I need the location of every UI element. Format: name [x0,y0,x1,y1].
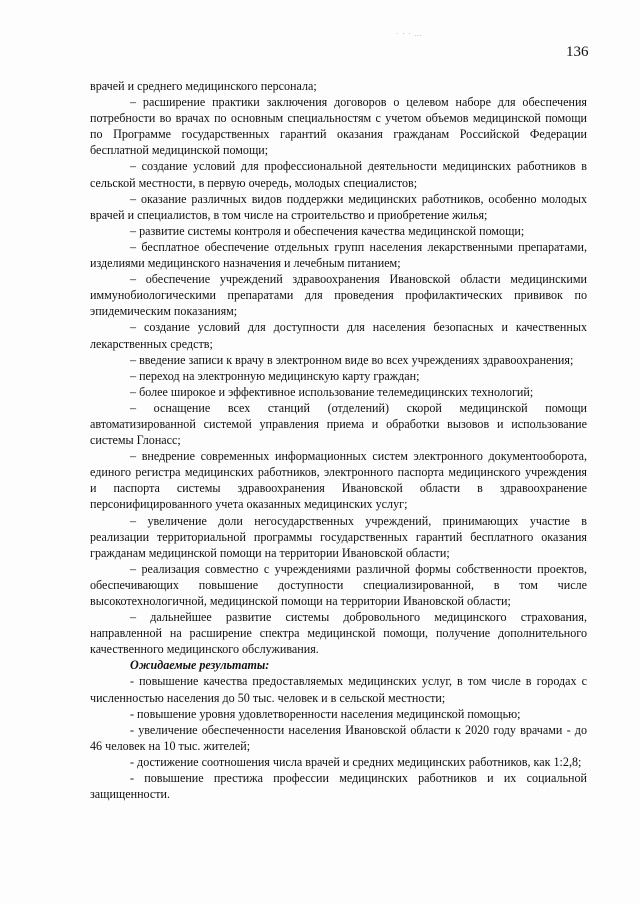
result-item: - увеличение обеспеченности населения Ивановской области к 2020 году врачами - до 46 человек на 10 тыс. жителей; [90,722,587,753]
paragraph: врачей и среднего медицинского персонала; [90,79,317,93]
paragraph: – бесплатное обеспечение отдельных групп населения лекарственными препаратами, изделиями медицинского назначения и лечебным питанием; [90,239,587,271]
result-item: - достижение соотношения числа врачей и средних медицинских работников, как 1:2,8; [130,754,582,769]
page-number: 136 [566,44,589,60]
paragraph: – внедрение современных информационных систем электронного документооборота, единого регистра медицинских работников, электронного паспорта медицинского учреждения и паспорта системы здравоохранения Ивановской области в здравоохранение персонифицированного учета оказанных медицинских услуг; [90,449,587,512]
document-body [90,78,587,802]
paragraph: – более широкое и эффективное использование телемедицинских технологий; [130,384,534,399]
result-item: - повышение качества предоставляемых медицинских услуг, в том числе в городах с численностью населения до 50 тыс. человек и в сельской местности; [90,674,587,705]
result-item: - повышение уровня удовлетворенности населения медицинской помощью; [130,706,521,721]
paragraph: – реализация совместно с учреждениями различной формы собственности проектов, обеспечивающих повышение доступности специализированной, в том числе высокотехнологичной, медицинской помощи на территории Ивановской области; [90,561,587,608]
paragraph: – обеспечение учреждений здравоохранения Ивановской области медицинскими иммунобиологическими препаратами для проведения профилактических прививок по эпидемическим показаниям; [90,272,587,319]
paragraph: – переход на электронную медицинскую карту граждан; [130,368,420,383]
paragraph: – оказание различных видов поддержки медицинских работников, особенно молодых врачей и специалистов, в том числе на строительство и приобретение жилья; [90,191,587,222]
paragraph: – введение записи к врачу в электронном виде во всех учреждениях здравоохранения; [130,352,574,367]
result-item: - повышение престижа профессии медицинских работников и их социальной защищенности. [90,771,587,802]
paragraph: – развитие системы контроля и обеспечения качества медицинской помощи; [130,223,525,238]
paragraph: – расширение практики заключения договоров о целевом наборе для обеспечения потребности во врачах по основным специальностям с учетом объемов медицинской помощи по Программе государственных гарантий оказания гражданам Российской Федерации бесплатной медицинской помощи; [90,95,587,158]
results-heading: Ожидаемые результаты: [130,658,270,673]
paragraph: – увеличение доли негосударственных учреждений, принимающих участие в реализации территориальной программы государственных гарантий бесплатного оказания гражданам медицинской помощи на территории Ивановской области; [90,513,587,560]
paragraph: – оснащение всех станций (отделений) скорой медицинской помощи автоматизированной системой управления приема и обработки вызовов и использование системы Глонасс; [90,400,587,448]
paragraph: – дальнейшее развитие системы добровольного медицинского страхования, направленной на расширение спектра медицинской помощи, получение дополнительного качественного медицинского обслуживания. [90,610,587,657]
paragraph: – создание условий для доступности для населения безопасных и качественных лекарственных средств; [90,320,587,351]
paragraph: – создание условий для профессиональной деятельности медицинских работников в сельской местности, в первую очередь, молодых специалистов; [90,159,587,190]
scan-mark: · · · ... [396,30,423,38]
